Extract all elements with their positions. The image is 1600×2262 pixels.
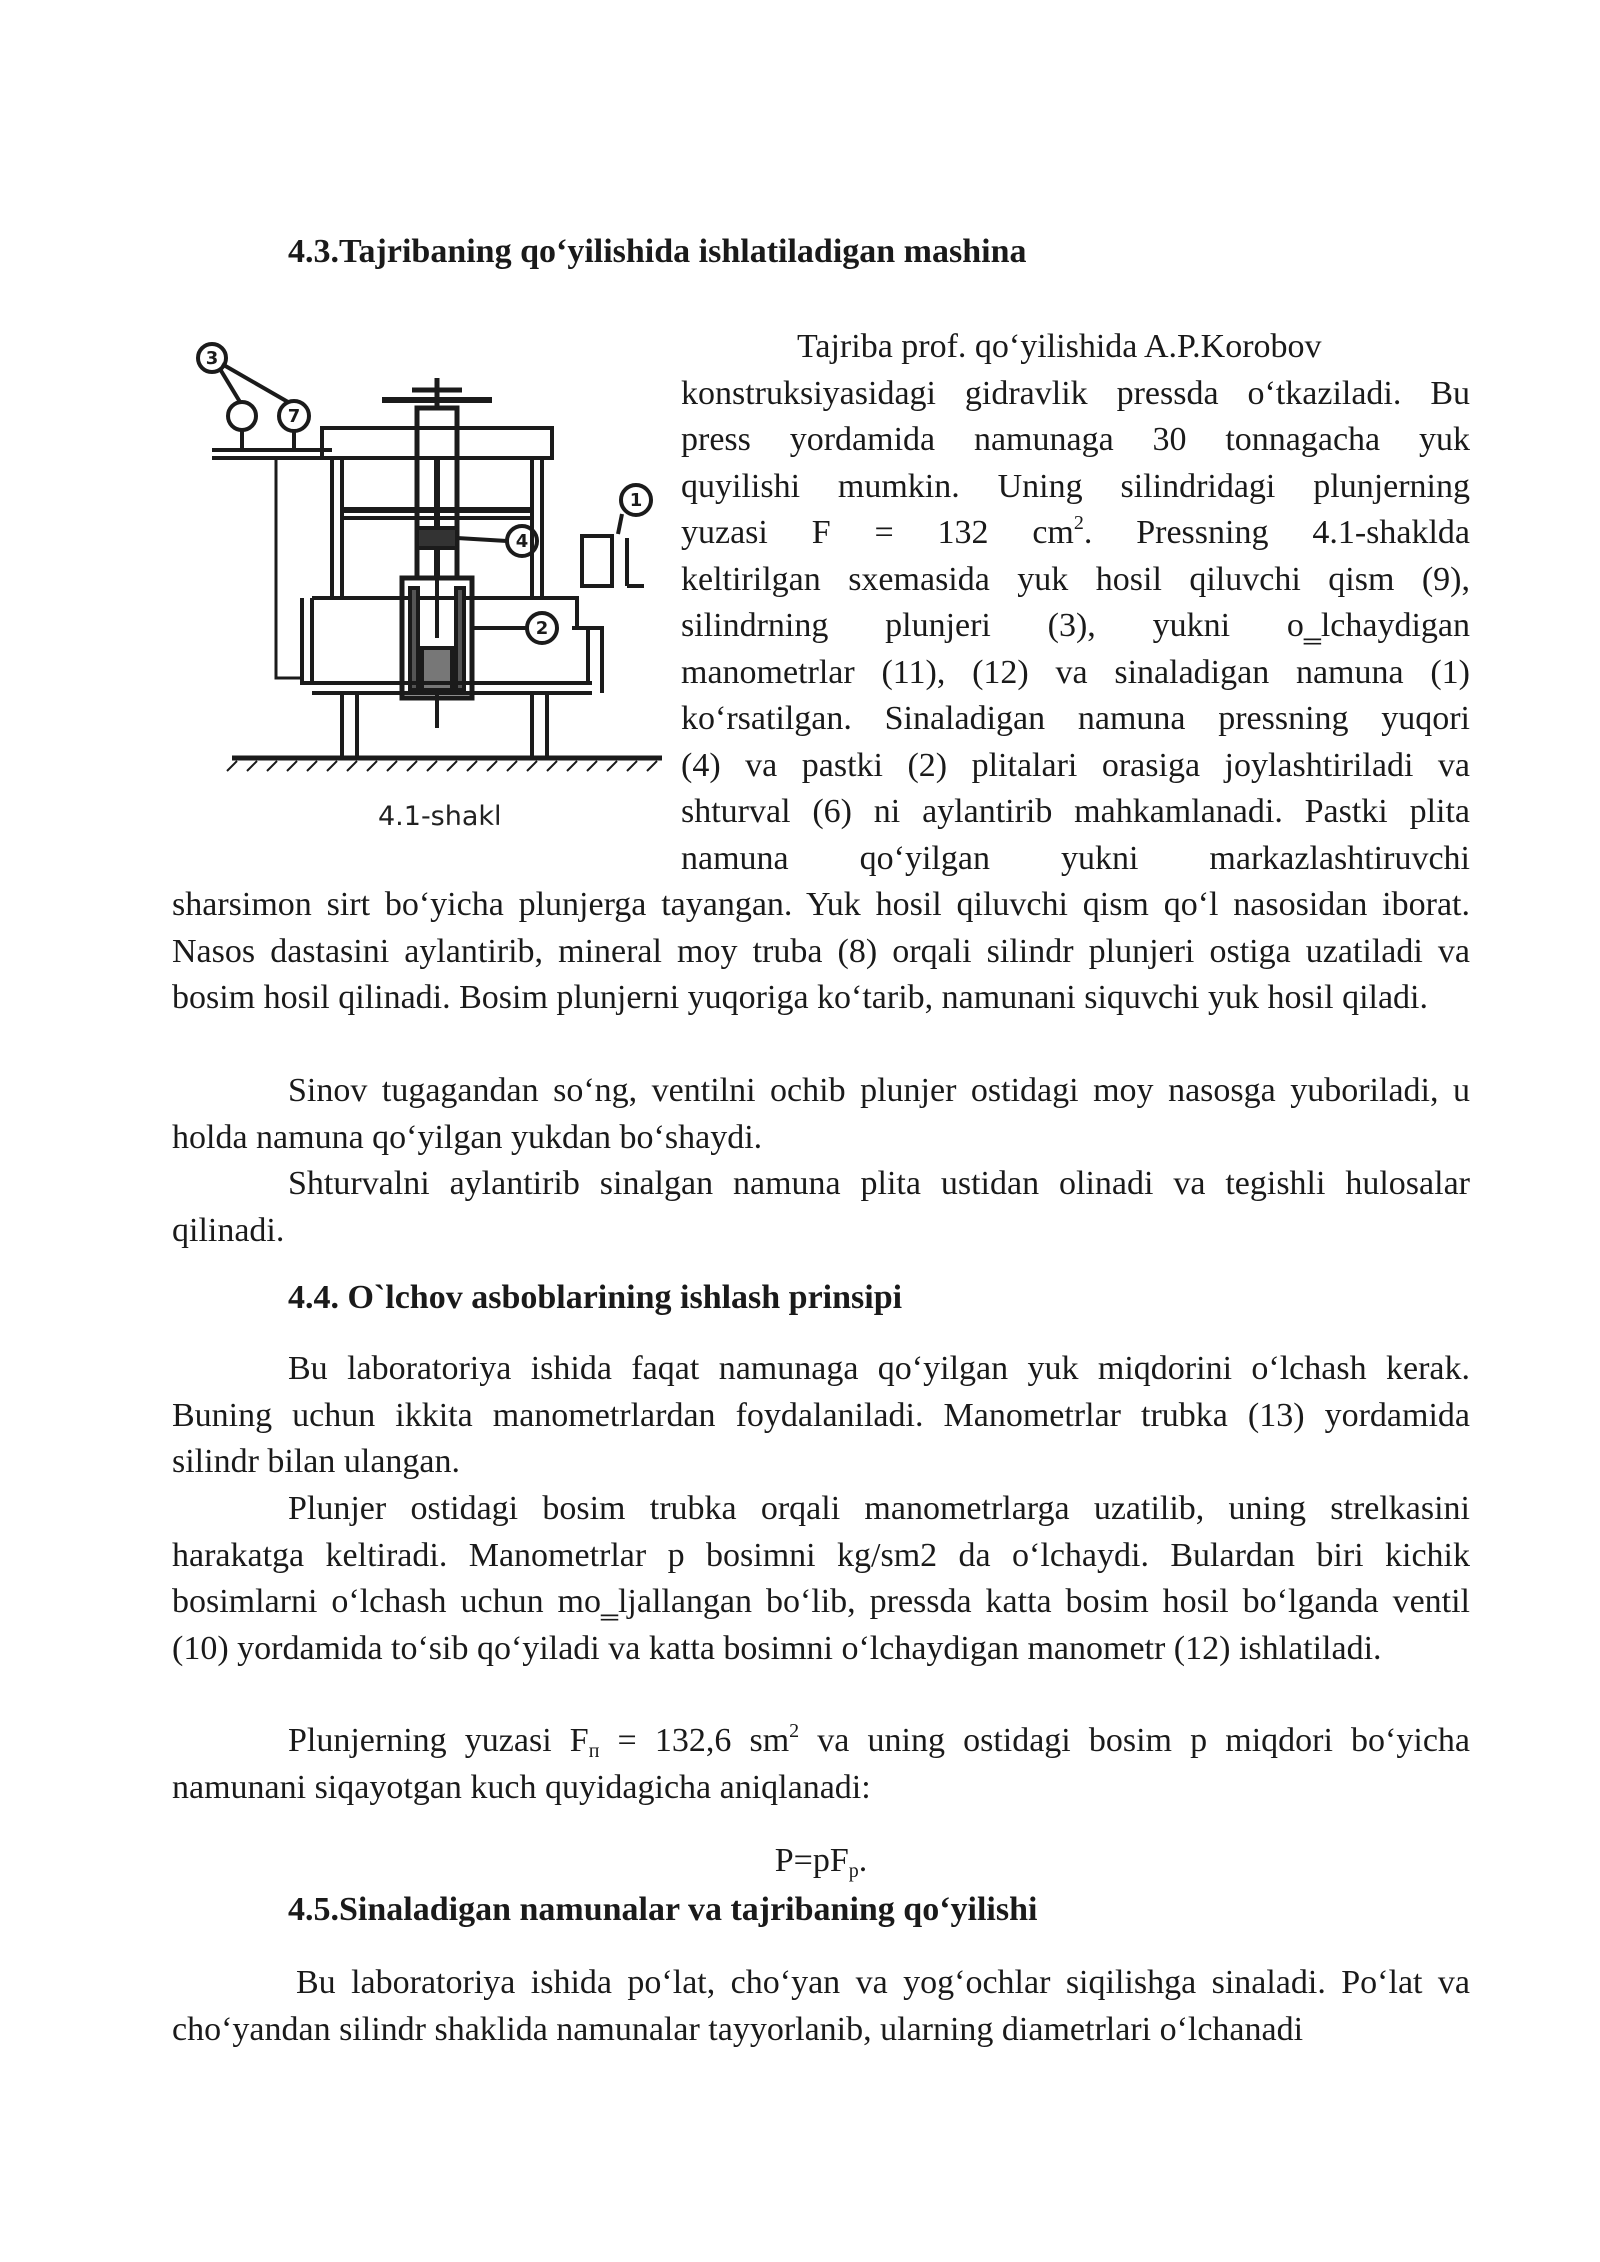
figure-caption: 4.1-shakl — [378, 801, 502, 832]
label-1: 1 — [629, 490, 643, 511]
intro-line-10: (4) va pastki (2) plitalari orasiga joylashtiriladi va — [681, 746, 1470, 784]
section-4-5-title: 4.5.Sinaladigan namunalar va tajribaning qo‘yilishi — [288, 1891, 1038, 1928]
press-diagram-figure — [192, 338, 662, 838]
intro-line-4: quyilishi mumkin. Uning silindridagi plunjerning — [681, 467, 1470, 505]
paragraph-plunjer-area: Plunjerning yuzasi $F_п = 132,6$ $sm^2$ va uning ostidagi bosim p miqdori bo‘yicha namunani siqayotgan kuch quyidagicha aniqlanadi: — [172, 1720, 1471, 1806]
hydraulic-press-diagram — [192, 338, 662, 798]
intro-right-column — [681, 324, 1470, 882]
area-superscript: 2 — [1073, 512, 1084, 534]
paragraph-last: Bu laboratoriya ishida po‘lat, cho‘yan va yog‘ochlar siqilishga sinaladi. Po‘lat va cho‘yandan silindr shaklida namunalar tayyorlanib, ularning diametrlari o‘lchanadi — [172, 1964, 1470, 2048]
paragraph-laboratoriya: Bu laboratoriya ishida faqat namunaga qo‘yilgan yuk miqdorini o‘lchash kerak. Buning uchun ikkita manometrlardan foydalaniladi. Manometrlar trubka (13) yordamida silindr bilan ulangan. — [172, 1350, 1470, 1480]
intro-line-11: shturval (6) ni aylantirib mahkamlanadi. Pastki plita — [681, 793, 1470, 830]
label-2: 2 — [535, 618, 549, 639]
intro-line-9: ko‘rsatilgan. Sinaladigan namuna pressning yuqori — [681, 700, 1470, 737]
label-3: 3 — [205, 348, 219, 369]
section-4-4-title: 4.4. O`lchov asboblarining ishlash prinsipi — [288, 1279, 903, 1316]
intro-paragraph-continued: sharsimon sirt bo‘yicha plunjerga tayangan. Yuk hosil qiluvchi qism qo‘l nasosidan iborat. Nasos dastasini aylantirib, mineral moy truba (8) orqali silindr plunjeri ostiga uzatiladi va bosim hosil qilinadi. Bosim plunjerni yuqoriga ko‘tarib, namunani siquvchi yuk hosil qiladi. — [172, 886, 1470, 1016]
intro-line-3: press yordamida namunaga 30 tonnagacha yuk — [681, 421, 1470, 458]
area-text: yuzasi F = 132 cm — [681, 514, 1074, 551]
intro-line-2: konstruksiyasidagi gidravlik pressda o‘tkaziladi. Bu — [681, 374, 1470, 412]
section-4-3-title: 4.3.Tajribaning qo‘yilishida ishlatiladigan mashina — [288, 233, 1027, 270]
label-7: 7 — [287, 406, 301, 427]
intro-line-1: Tajriba prof. qo‘yilishida A.P.Korobov — [797, 328, 1322, 365]
label-4: 4 — [515, 531, 529, 552]
intro-line-5 — [681, 510, 1470, 557]
force-formula: $P=pF_p$. — [774, 1842, 868, 1882]
intro-line-12: namuna qo‘yilgan yukni markazlashtiruvchi — [681, 839, 1470, 877]
area-text-tail: . Pressning 4.1-shaklda — [1083, 514, 1471, 551]
intro-line-6: keltirilgan sxemasida yuk hosil qiluvchi qism (9), — [681, 560, 1470, 598]
paragraph-shturval: Shturvalni aylantirib sinalgan namuna plita ustidan olinadi va tegishli hulosalar qilinadi. — [172, 1165, 1470, 1249]
paragraph-plunjer: Plunjer ostidagi bosim trubka orqali manometrlarga uzatilib, uning strelkasini harakatga keltiradi. Manometrlar p bosimni kg/sm2 da o‘lchaydi. Bulardan biri kichik bosimlarni o‘lchash uchun mo‗ljallangan bo‘lib, pressda katta bosim hosil bo‘lganda ventil (10) yordamida to‘sib qo‘yiladi va katta bosimni o‘lchaydigan manometr (12) ishlatiladi. — [172, 1490, 1470, 1667]
paragraph-sinov: Sinov tugagandan so‘ng, ventilni ochib plunjer ostidagi moy nasosga yuboriladi, u holda namuna qo‘yilgan yukdan bo‘shaydi. — [172, 1072, 1470, 1156]
intro-line-8: manometrlar (11), (12) va sinaladigan namuna (1) — [681, 653, 1470, 691]
intro-line-7: silindrning plunjeri (3), yukni o‗lchaydigan — [681, 607, 1470, 644]
